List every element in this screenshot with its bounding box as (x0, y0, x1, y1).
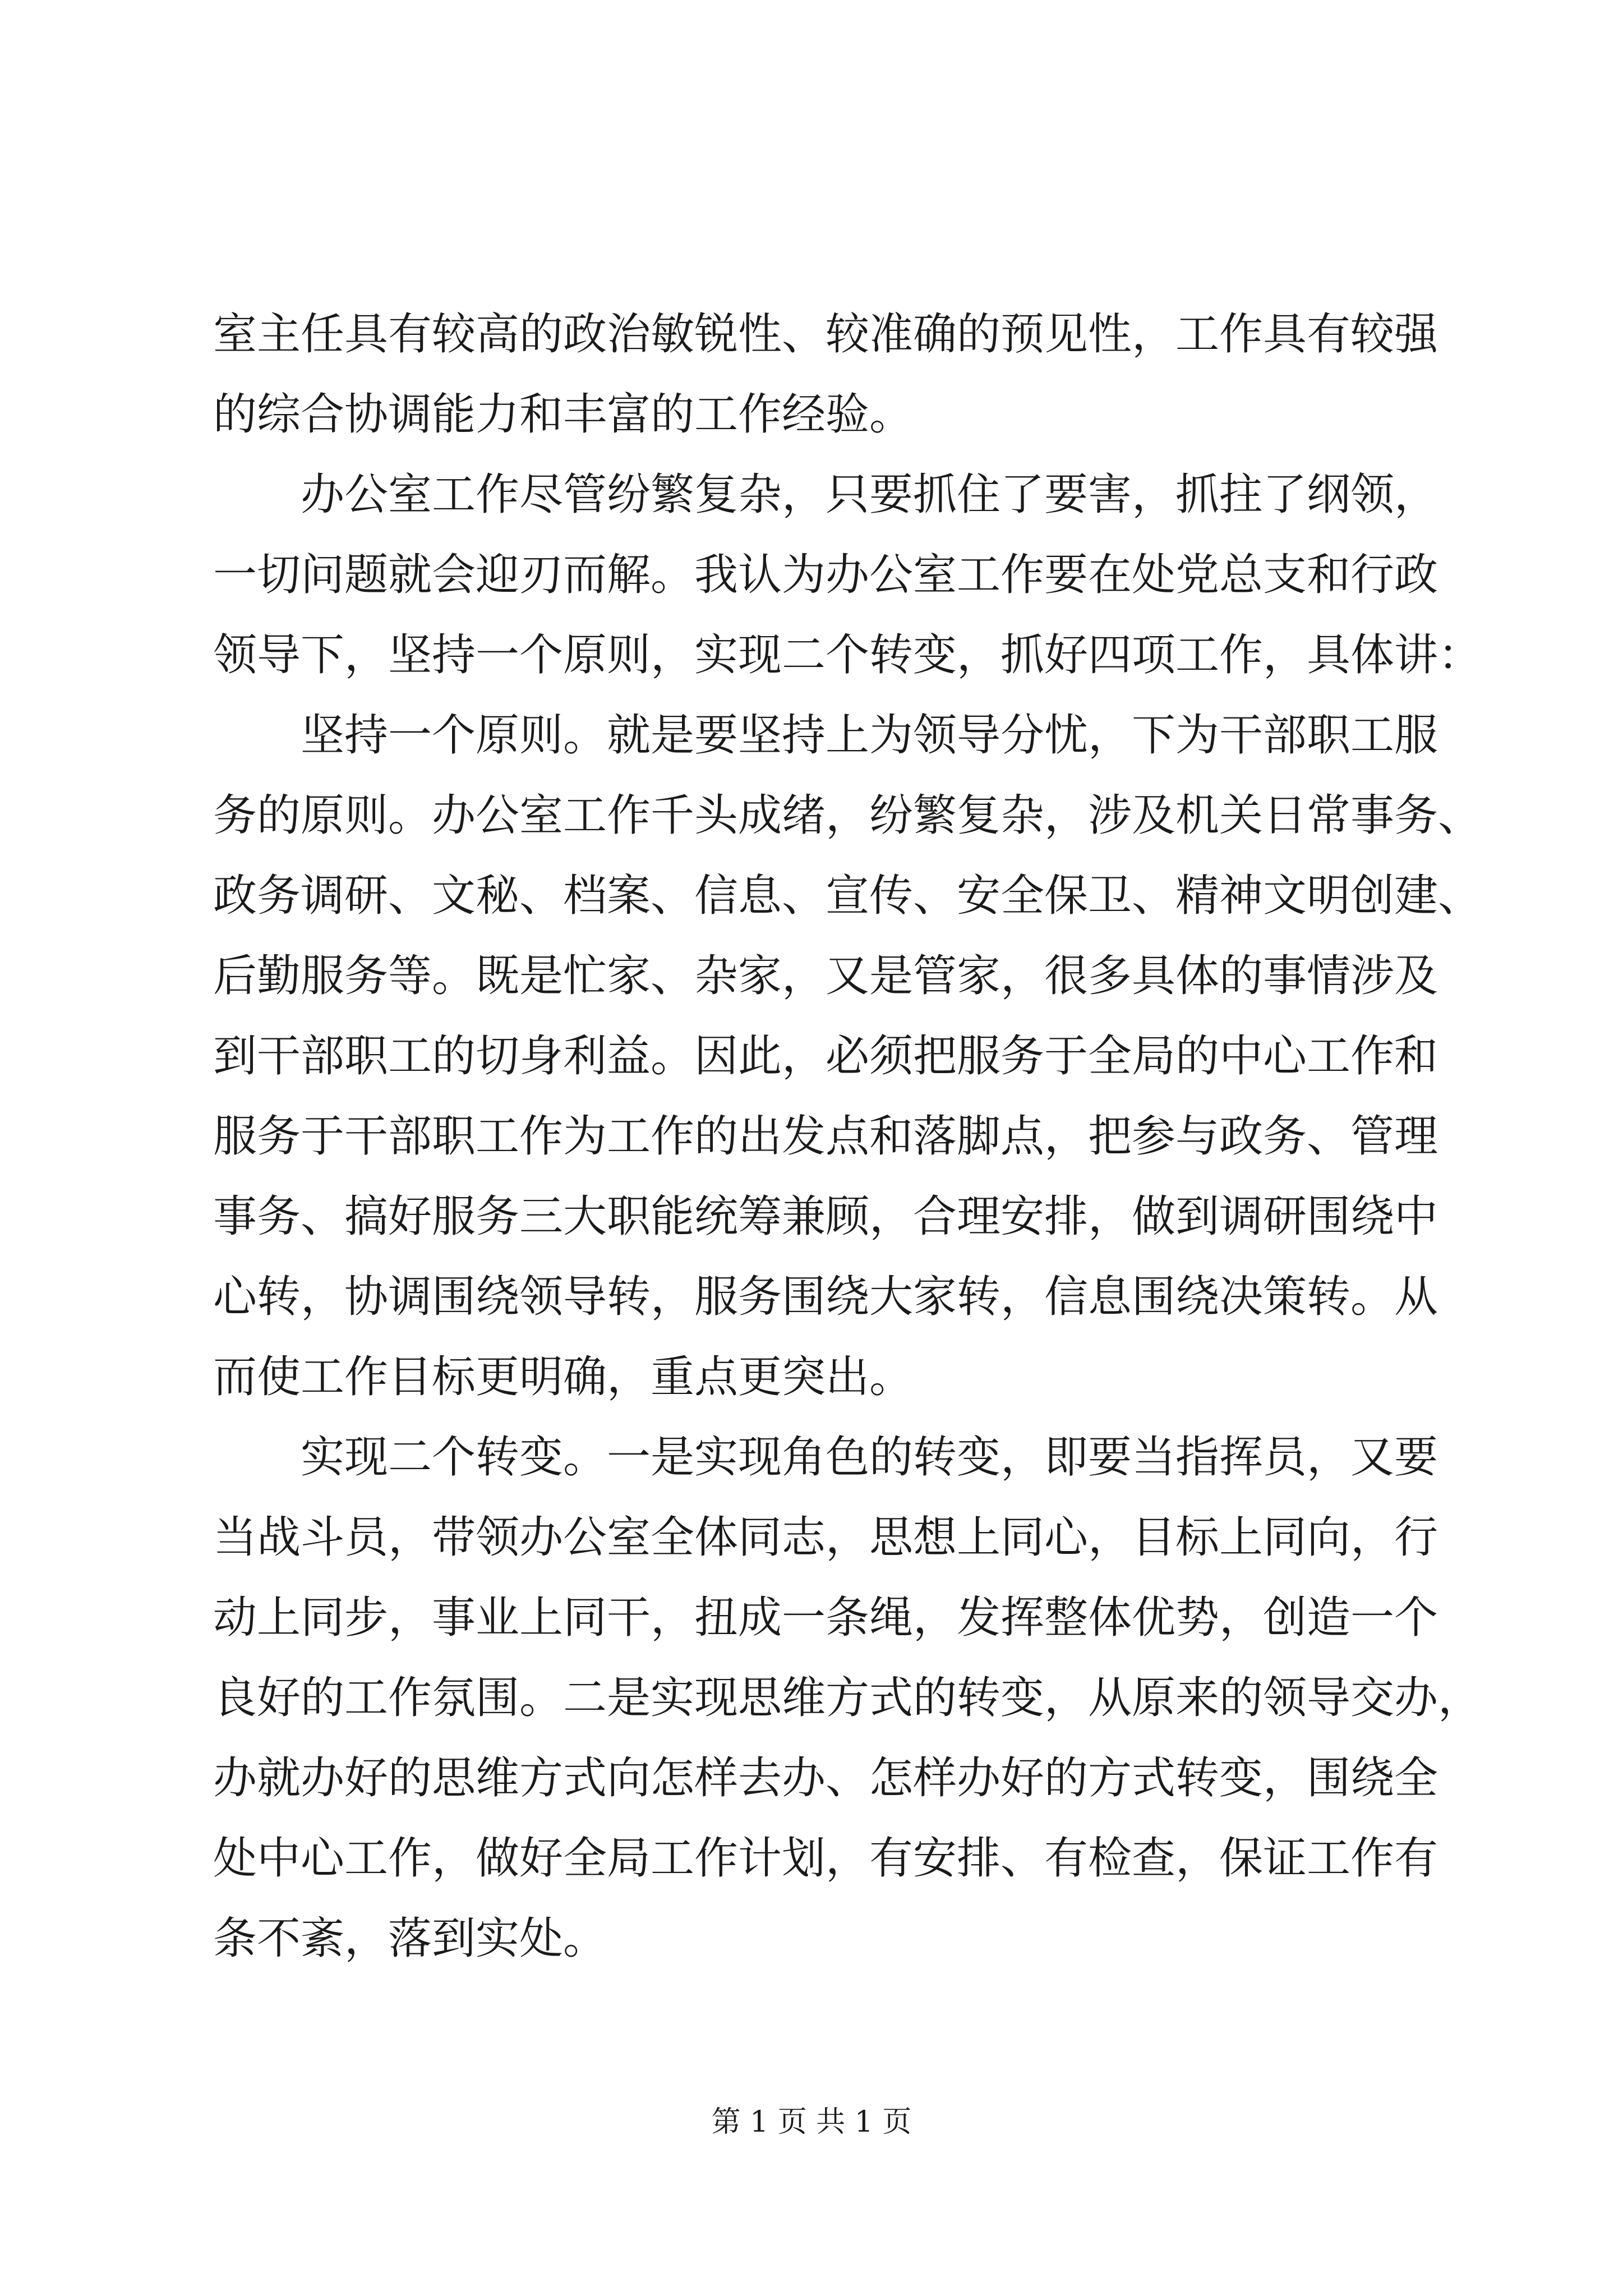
paragraph-line: 心转，协调围绕领导转，服务围绕大家转，信息围绕决策转。从 (213, 1272, 1438, 1322)
paragraph-line: 动上同步，事业上同干，扭成一条绳，发挥整体优势，创造一个 (213, 1593, 1438, 1643)
document-body (213, 295, 1482, 1979)
paragraph-line: 的综合协调能力和丰富的工作经验。 (213, 389, 914, 440)
paragraph-line: 良好的工作氛围。二是实现思维方式的转变，从原来的领导交办， (213, 1673, 1482, 1723)
paragraph-line: 办公室工作尽管纷繁复杂，只要抓住了要害，抓拄了纲领， (301, 470, 1438, 520)
paragraph-line: 一切问题就会迎刃而解。我认为办公室工作要在处党总支和行政 (213, 550, 1438, 600)
paragraph-line: 坚持一个原则。就是要坚持上为领导分忧，下为干部职工服 (301, 710, 1438, 761)
paragraph-line: 服务于干部职工作为工作的出发点和落脚点，把参与政务、管理 (213, 1111, 1438, 1162)
page-number-footer: 第 1 页 共 1 页 (711, 2105, 912, 2139)
paragraph-line: 事务、搞好服务三大职能统筹兼顾，合理安排，做到调研围绕中 (213, 1191, 1438, 1242)
paragraph-line: 当战斗员，带领办公室全体同志，思想上同心，目标上同向，行 (213, 1512, 1438, 1563)
paragraph-line: 后勤服务等。既是忙家、杂家，又是管家，很多具体的事情涉及 (213, 951, 1438, 1001)
paragraph-line: 实现二个转变。一是实现角色的转变，即要当指挥员，又要 (301, 1432, 1438, 1483)
paragraph-line: 务的原则。办公室工作千头成绪，纷繁复杂，涉及机关日常事务、 (213, 790, 1482, 841)
paragraph-line: 政务调研、文秘、档案、信息、宣传、安全保卫、精神文明创建、 (213, 871, 1482, 921)
paragraph-line: 领导下，坚持一个原则，实现二个转变，抓好四项工作，具体讲： (213, 630, 1482, 680)
paragraph-line: 处中心工作，做好全局工作计划，有安排、有检查，保证工作有 (213, 1833, 1438, 1884)
paragraph-line: 到干部职工的切身利益。因此，必须把服务于全局的中心工作和 (213, 1031, 1438, 1082)
paragraph-line: 室主任具有较高的政治敏锐性、较准确的预见性，工作具有较强 (213, 309, 1438, 360)
paragraph-line: 条不紊，落到实处。 (213, 1913, 607, 1964)
paragraph-line: 办就办好的思维方式向怎样去办、怎样办好的方式转变，围绕全 (213, 1753, 1438, 1803)
paragraph-line: 而使工作目标更明确，重点更突出。 (213, 1352, 914, 1402)
